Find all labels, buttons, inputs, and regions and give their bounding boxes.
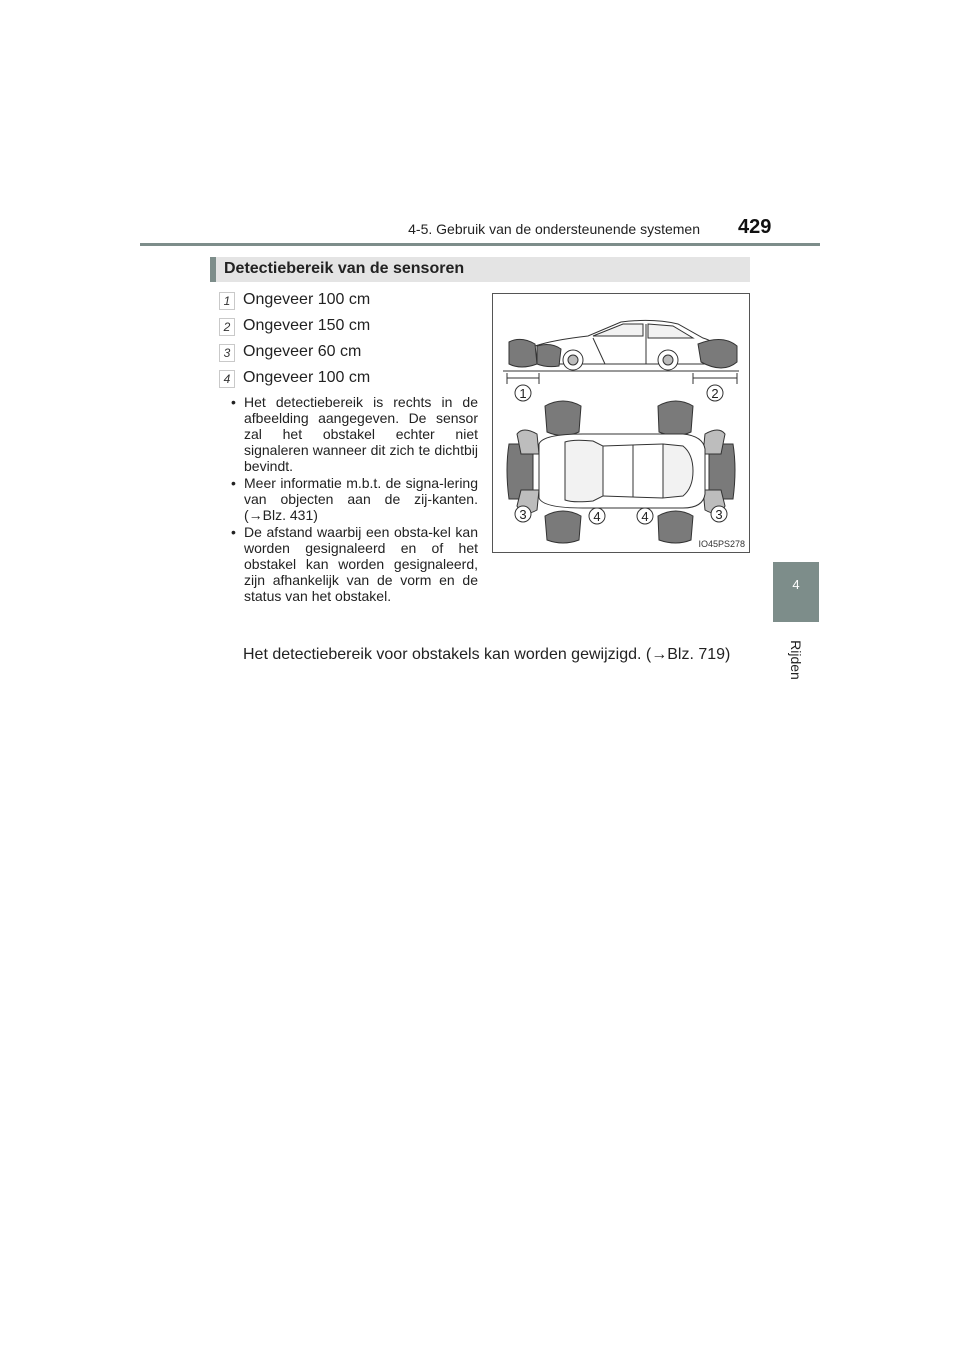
svg-text:2: 2 bbox=[711, 386, 719, 401]
chapter-number: 4 bbox=[792, 577, 800, 592]
front-wheel-hub bbox=[568, 355, 578, 365]
svg-text:3: 3 bbox=[715, 507, 723, 522]
dimension-arrows-side bbox=[507, 373, 737, 384]
callout-2 bbox=[707, 385, 723, 401]
bullet-item: • Het detectiebereik is rechts in de afbeelding aangegeven. De sensor zal het obstakel echter niet signaleren wanneer dit zich te dichtbij bevindt. bbox=[230, 394, 478, 474]
car-top-view bbox=[539, 434, 705, 508]
section-heading-bar bbox=[210, 257, 750, 282]
callout-3-left bbox=[515, 506, 531, 522]
front-corner-zone bbox=[537, 345, 561, 367]
callout-4-left bbox=[589, 508, 605, 524]
page-number: 429 bbox=[738, 216, 772, 238]
header-rule bbox=[140, 243, 820, 246]
footer-note: Het detectiebereik voor obstakels kan worden gewijzigd. (→Blz. 719) bbox=[243, 646, 731, 663]
rear-sensor-zone bbox=[698, 339, 737, 368]
figure-code: IO45PS278 bbox=[698, 539, 745, 549]
item-text: Ongeveer 150 cm bbox=[243, 317, 371, 334]
item-number: 1 bbox=[219, 292, 235, 310]
bullet-item: • Meer informatie m.b.t. de signa-lering van objecten aan de zij-kanten. (→Blz. 431) bbox=[230, 475, 478, 523]
item-text: Ongeveer 100 cm bbox=[243, 369, 371, 386]
sensor-range-illustration bbox=[493, 294, 749, 552]
svg-text:1: 1 bbox=[519, 386, 527, 401]
callout-3-right bbox=[711, 506, 727, 522]
item-text: Ongeveer 60 cm bbox=[243, 343, 362, 360]
chapter-label: Rijden bbox=[788, 640, 804, 680]
callout-4-right bbox=[637, 508, 653, 524]
car-side-view bbox=[533, 320, 721, 364]
bullet-item: • De afstand waarbij een obsta-kel kan worden gesignaleerd en of het obstakel kan worden gesignaleerd, zijn afhankelijk van de vorm en de status van het obstakel. bbox=[230, 524, 478, 604]
item-number: 4 bbox=[219, 370, 235, 388]
list-item bbox=[219, 343, 479, 363]
section-accent bbox=[210, 257, 216, 282]
rear-wheel-hub bbox=[663, 355, 673, 365]
list-item bbox=[219, 291, 479, 311]
front-sensor-zone bbox=[509, 339, 537, 367]
item-text: Ongeveer 100 cm bbox=[243, 291, 371, 308]
callout-1 bbox=[515, 385, 531, 401]
bullet-list bbox=[230, 394, 478, 605]
svg-text:4: 4 bbox=[593, 509, 601, 524]
sensor-range-figure bbox=[492, 293, 750, 553]
running-header: 4-5. Gebruik van de ondersteunende systemen bbox=[408, 221, 700, 237]
item-number: 3 bbox=[219, 344, 235, 362]
list-item bbox=[219, 369, 479, 389]
list-item bbox=[219, 317, 479, 337]
chapter-tab bbox=[773, 562, 819, 622]
svg-text:4: 4 bbox=[641, 509, 649, 524]
item-number: 2 bbox=[219, 318, 235, 336]
section-title: Detectiebereik van de sensoren bbox=[224, 260, 465, 277]
svg-text:3: 3 bbox=[519, 507, 527, 522]
